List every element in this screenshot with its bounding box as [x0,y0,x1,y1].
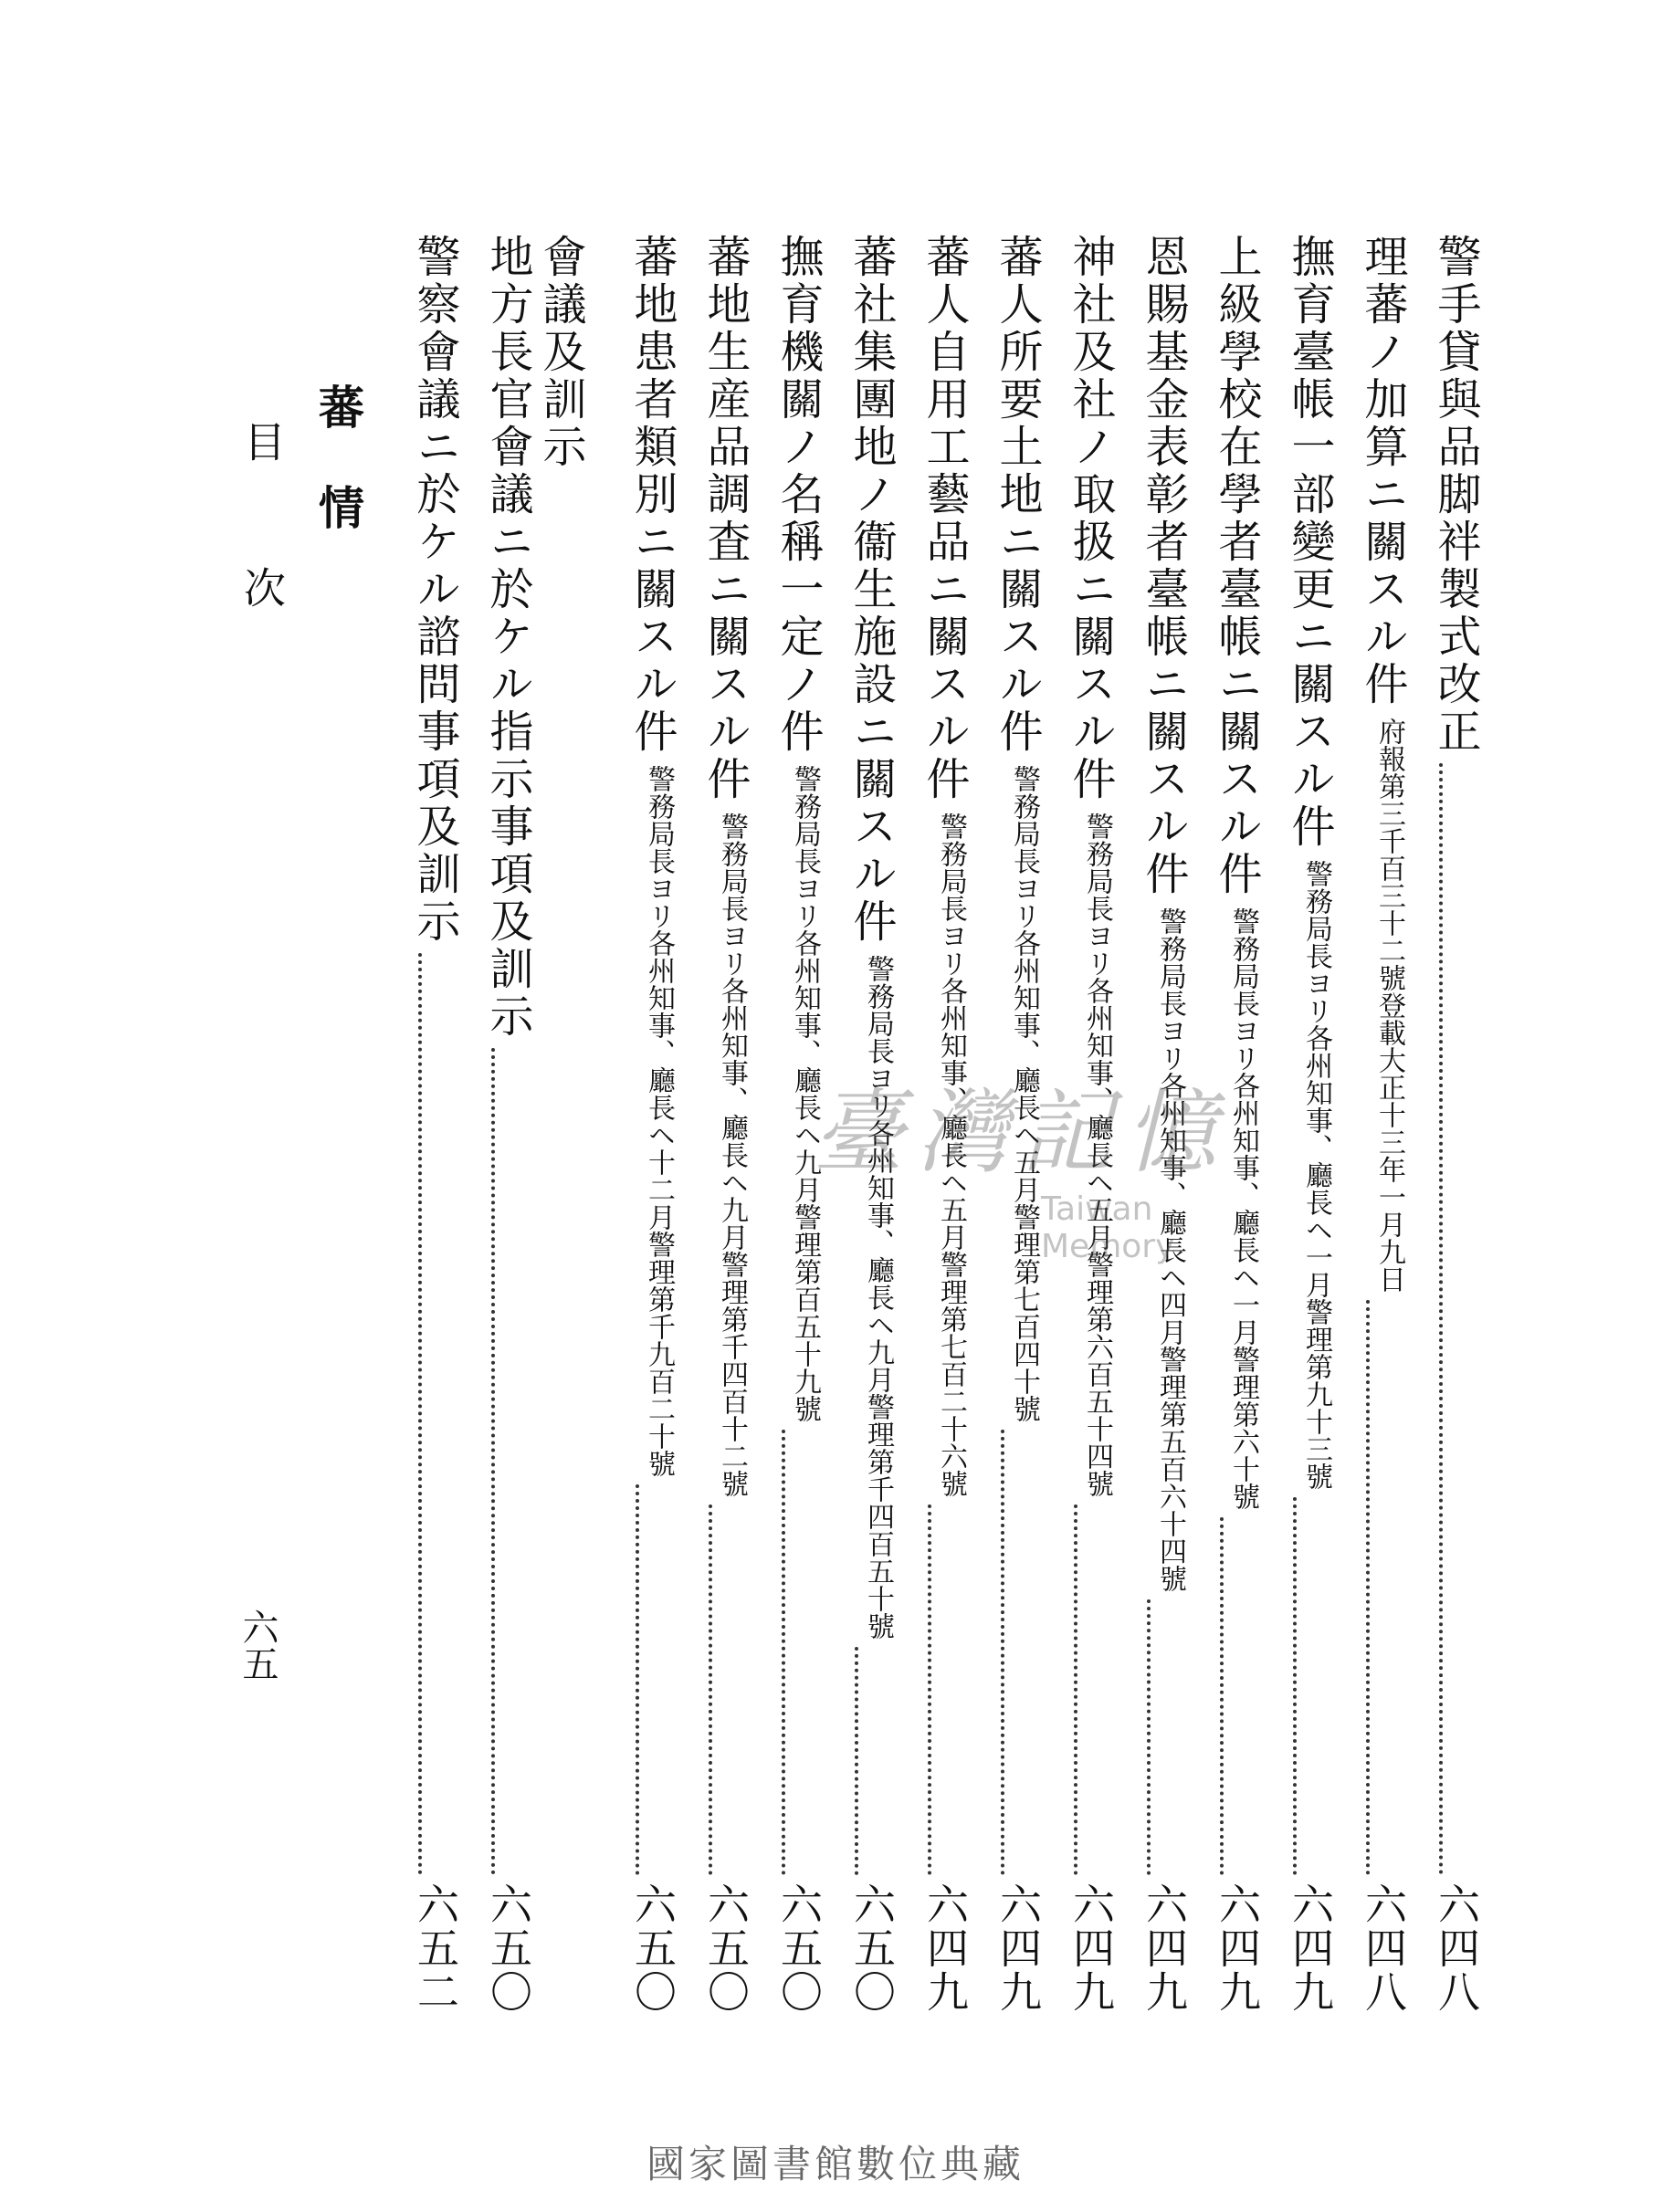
entry-page: 六四九 [1213,1882,1262,2014]
note-line: 九月警理第百五十九號 [789,1148,821,1422]
note-line: 一月警理第九十三號 [1300,1243,1332,1490]
note-line: 十二月警理第千九百二十號 [643,1148,675,1477]
note-line: 五月警理第七百二十六號 [935,1196,967,1497]
entry-page: 六五二 [411,1882,460,2014]
entry-note [644,765,674,1477]
note-line: 一月警理第六十號 [1227,1291,1259,1510]
entry-page: 六四八 [1432,1882,1481,2014]
entry-title: 地方長官會議ニ於ケル指示事項及訓示 [482,234,533,1041]
leader-dots [1220,1517,1224,1875]
note-line: 九月警理第千四百五十號 [862,1338,894,1640]
note-line: 警務局長ヨリ各州知事、廳長ヘ [1300,860,1332,1243]
entry-page: 六五〇 [484,1882,533,2014]
entry-title: 蕃地生産品調査ニ關スル件 [699,234,751,803]
entry-title: 恩賜基金表彰者臺帳ニ關スル件 [1138,234,1189,898]
watermark-logo [813,1059,1287,1265]
note-line: 警務局長ヨリ各州知事、廳長ヘ [716,812,748,1196]
entry-note [717,812,747,1497]
entry-page: 六五〇 [847,1882,897,2014]
leader-dots [418,953,422,1875]
entry-title: 警察會議ニ於ケル諮問事項及訓示 [409,234,460,946]
entry-note [863,955,893,1640]
entry-page: 六四九 [993,1882,1043,2014]
entry-note [1374,718,1404,1293]
note-line: 警務局長ヨリ各州知事、廳長ヘ [1008,765,1040,1148]
toc-entry [1331,234,1408,2014]
entry-page: 六四九 [1067,1882,1116,2014]
leader-dots [1074,1504,1077,1875]
note-line: 五月警理第七百四十號 [1008,1148,1040,1422]
section-heading: 會議及訓示 [535,234,586,471]
entry-title: 蕃人自用工藝品ニ關スル件 [919,234,970,803]
entry-page: 六五〇 [774,1882,824,2014]
toc-entry [601,234,678,2014]
toc-entry [457,234,533,2014]
entry-title: 蕃地患者類別ニ關スル件 [626,234,678,756]
entry-page: 六四九 [1140,1882,1189,2014]
note-line: 警務局長ヨリ各州知事、廳長ヘ [1081,812,1113,1196]
watermark-text: 臺灣記憶 [813,1079,1229,1186]
note-line: 大正十三年一月九日 [1373,1046,1405,1293]
note-line: 四月警理第五百六十四號 [1154,1291,1186,1592]
note-line: 警務局長ヨリ各州知事、廳長ヘ [789,765,821,1148]
leader-dots [1366,1300,1370,1875]
entry-title: 撫育機關ノ名稱一定ノ件 [772,234,824,756]
side-label: 次 [237,566,287,608]
leader-dots [1439,763,1443,1875]
entry-title: 撫育臺帳一部變更ニ關スル件 [1284,234,1335,851]
toc-entry [747,234,824,2014]
leader-dots [928,1504,931,1875]
entry-title: 蕃社集團地ノ衞生施設ニ關スル件 [846,234,897,946]
toc-entry [674,234,751,2014]
entry-title: 警手貸與品脚袢製式改正 [1430,234,1481,756]
entry-title: 上級學校在學者臺帳ニ關スル件 [1211,234,1262,898]
leader-dots [491,1048,495,1875]
side-label: 目 [237,420,287,462]
entry-title: 蕃人所要土地ニ關スル件 [992,234,1043,756]
note-line: 警務局長ヨリ各州知事、廳長ヘ [1227,907,1259,1291]
footer-credit: 國家圖書館數位典藏 [646,2142,1025,2186]
leader-dots [1001,1430,1004,1875]
leader-dots [636,1484,639,1875]
leader-dots [709,1504,712,1875]
toc-entry [1404,234,1481,2014]
page-folio: 六五 [236,1609,278,1682]
note-line: 警務局長ヨリ各州知事、廳長ヘ [862,955,894,1338]
note-line: 警務局長ヨリ各州知事、廳長ヘ [935,812,967,1196]
leader-dots [855,1647,858,1875]
note-line: 五月警理第六百五十四號 [1081,1196,1113,1497]
entry-page: 六四九 [920,1882,970,2014]
entry-title: 理蕃ノ加算ニ關スル件 [1357,234,1408,708]
note-line: 府報第三千百三十二號登載 [1373,718,1405,1046]
entry-note [1301,860,1331,1490]
running-header: 蕃情 [311,383,365,584]
leader-dots [782,1430,785,1875]
entry-title: 神社及社ノ取扱ニ關スル件 [1065,234,1116,803]
watermark-subtitle: Taiwan Memory [1041,1190,1175,1265]
entry-page: 六四八 [1359,1882,1408,2014]
leader-dots [1293,1497,1297,1875]
entry-page: 六五〇 [628,1882,678,2014]
entry-page: 六四九 [1286,1882,1335,2014]
entry-page: 六五〇 [701,1882,751,2014]
note-line: 九月警理第千四百十二號 [716,1196,748,1497]
toc-entry [384,234,460,2014]
leader-dots [1147,1599,1151,1875]
note-line: 警務局長ヨリ各州知事、廳長ヘ [1154,907,1186,1291]
note-line: 警務局長ヨリ各州知事、廳長ヘ [643,765,675,1148]
